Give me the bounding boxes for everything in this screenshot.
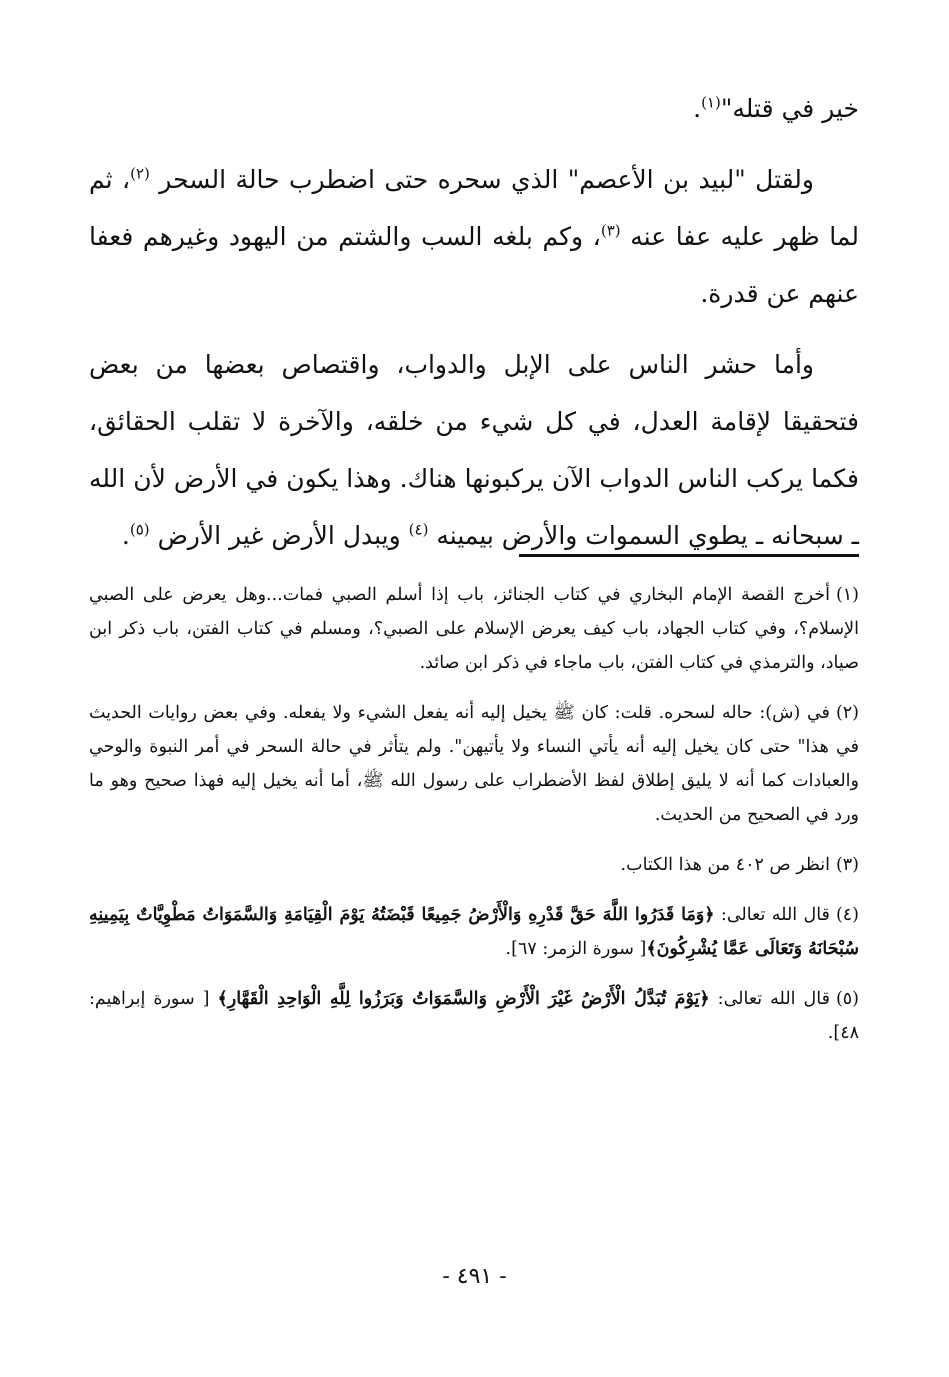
- paragraph-1: خير في قتله"$^{(١)}$.: [693, 93, 859, 123]
- quran-verse: ﴿يَوْمَ تُبَدَّلُ الْأَرْضُ غَيْرَ الْأَرْضِ وَالسَّمَوَاتُ وَبَرَزُوا لِلَّهِ الْوَاحِدِ الْقَهَّارِ﴾: [217, 989, 710, 1009]
- footnote-1: (١)أخرج القصة الإمام البخاري في كتاب الجنائز، باب إذا أسلم الصبي فمات...وهل يعرض على الصبي الإسلام؟، وفي كتاب الجهاد، باب كيف يعرض الإسلام على الصبي؟، ومسلم في كتاب الفتن، باب ذكر ابن صياد، والترمذي في كتاب الفتن، باب ماجاء في ذكر ابن صائد.: [89, 585, 859, 673]
- footnote-ref[interactable]: (٤): [408, 520, 429, 539]
- footnote-4: (٤)قال الله تعالى: ﴿وَمَا قَدَرُوا اللَّهَ حَقَّ قَدْرِهِ وَالْأَرْضُ جَمِيعًا قَبْضَتُهُ يَوْمَ الْقِيَامَةِ وَالسَّمَوَاتُ مَطْوِيَّاتٌ بِيَمِينِهِ سُبْحَانَهُ وَتَعَالَى عَمَّا يُشْرِكُونَ﴾[ سورة الزمر: ٦٧].: [89, 905, 859, 959]
- footnote-3: (٣)انظر ص ٤٠٢ من هذا الكتاب.: [620, 855, 859, 875]
- footnote-divider: [519, 554, 859, 557]
- footnote-2: (٢)في (ش): حاله لسحره. قلت: كان ﷺ يخيل إليه أنه يفعل الشيء ولا يفعله. وفي بعض روايات الحديث في هذا" حتى كان يخيل إليه أنه يأتي النساء ولا يأتيهن". ولم يتأثر في حالة السحر في أمر النبوة والوحي والعبادات كما أنه لا يليق إطلاق لفظ الأضطراب على رسول الله ﷺ، أما أنه يخيل إليه فهذا صحيح وهو ما ورد في الصحيح من الحديث.: [89, 703, 859, 825]
- quran-verse: ﴿وَمَا قَدَرُوا اللَّهَ حَقَّ قَدْرِهِ وَالْأَرْضُ جَمِيعًا قَبْضَتُهُ يَوْمَ الْقِيَامَةِ وَالسَّمَوَاتُ مَطْوِيَّاتٌ بِيَمِينِهِ سُبْحَانَهُ وَتَعَالَى عَمَّا يُشْرِكُونَ﴾: [89, 905, 859, 959]
- main-text: [89, 80, 859, 578]
- page-number: - ٤٩١ -: [442, 1264, 507, 1289]
- footnote-ref[interactable]: (١): [701, 93, 721, 112]
- footnote-ref[interactable]: (٢): [130, 164, 150, 183]
- footnote-ref[interactable]: (٣): [600, 221, 621, 240]
- paragraph-3: وأما حشر الناس على الإبل والدواب، واقتصاص بعضها من بعض فتحقيقا لإقامة العدل، في كل شيء من خلقه، والآخرة لا تقلب الحقائق، فكما يركب الناس الدواب الآن يركبونها هناك. وهذا يكون في الأرض لأن الله ـ سبحانه ـ يطوي السموات والأرض بيمينه $^{(٤)}$ ويبدل الأرض غير الأرض $^{(٥)}$.: [89, 350, 859, 550]
- footnote-ref[interactable]: (٥): [129, 520, 150, 539]
- paragraph-2: ولقتل "لبيد بن الأعصم" الذي سحره حتى اضطرب حالة السحر $^{(٢)}$، ثم لما ظهر عليه عفا عنه $^{(٣)}$، وكم بلغه السب والشتم من اليهود وغيرهم فعفا عنهم عن قدرة.: [89, 164, 859, 308]
- footnote-5: (٥)قال الله تعالى: ﴿يَوْمَ تُبَدَّلُ الْأَرْضُ غَيْرَ الْأَرْضِ وَالسَّمَوَاتُ وَبَرَزُوا لِلَّهِ الْوَاحِدِ الْقَهَّارِ﴾ [ سورة إبراهيم: ٤٨].: [89, 989, 859, 1043]
- footnotes: [89, 578, 859, 1066]
